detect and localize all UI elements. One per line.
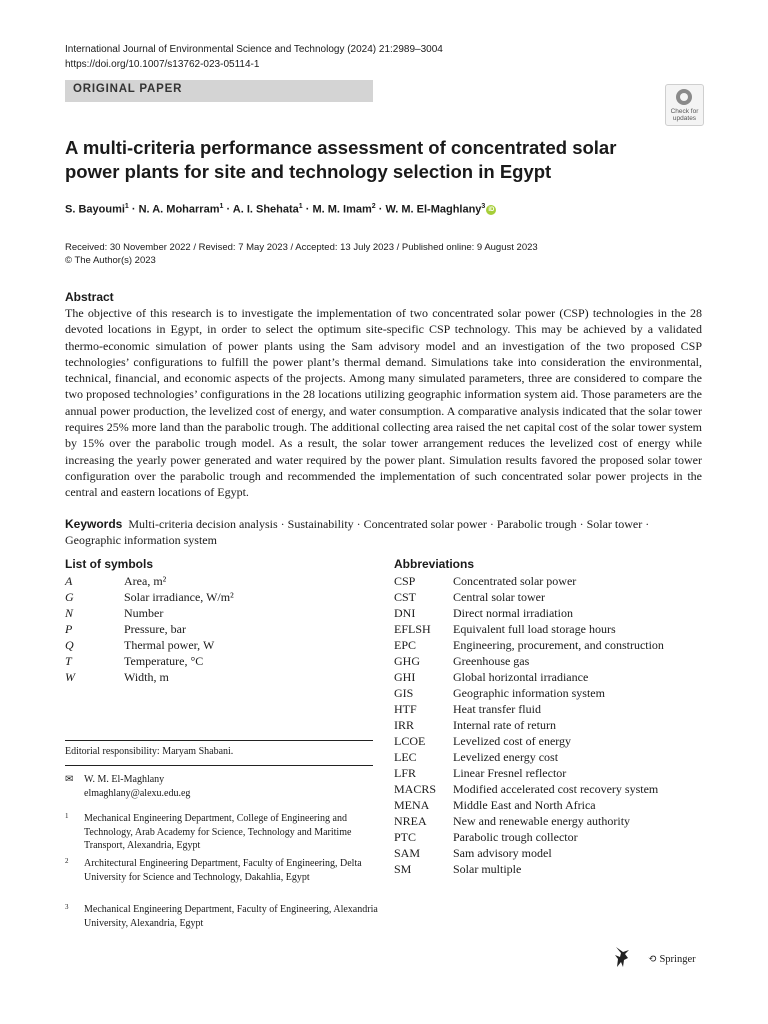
symbols-heading: List of symbols bbox=[65, 557, 154, 571]
abbreviation: SAM bbox=[394, 846, 421, 860]
abbreviation-desc: Engineering, procurement, and construction bbox=[453, 638, 664, 652]
author-affiliation-mark: 3 bbox=[481, 203, 486, 210]
author-affiliation-mark: 1 bbox=[124, 203, 129, 210]
check-updates-line-1: Check for bbox=[670, 108, 699, 115]
affiliation-text: Mechanical Engineering Department, Faculty of Engineering, Alexandria University, Alexandria, Egypt bbox=[84, 904, 378, 929]
affiliation-text: Architectural Engineering Department, Faculty of Engineering, Delta University for Science and Technology, Dakahlia, Egypt bbox=[84, 858, 362, 883]
author-name[interactable]: N. A. Moharram bbox=[138, 203, 220, 216]
abbreviation-desc: Greenhouse gas bbox=[453, 654, 530, 668]
paper-title: A multi-criteria performance assessment of concentrated solar power plants for site and technology selection in Egypt bbox=[65, 137, 617, 182]
author-name[interactable]: A. I. Shehata bbox=[232, 203, 299, 216]
abbreviation: IRR bbox=[394, 718, 415, 732]
corresponding-email[interactable]: elmaghlany@alexu.edu.eg bbox=[84, 788, 191, 799]
abstract-text: The objective of this research is to investigate the implementation of two concentrated solar power (CSP) technologies in the 28 devoted locations in Egypt, in order to select the optimum site-specific CSP technology. This may be achieved by a validated thermo-economic simulation of power plants using the Sam advisory model and an investigation of the two proposed CSP technologies’ configurations to fulfill the power plant’s thermal demand. Simulations take into consideration the environmental, technical, financial, and economic aspects of the projects. Among many simulated parameters, three are considered to compare the two proposed technologies’ configurations in the 28 locations utilizing geographic information system aid. Those parameters are the annual power production, the levelized cost of energy, and water consumption. A comparative analysis indicated that the solar tower requires 25% more land than the parabolic trough. The additional collecting area raised the net capital cost of the solar tower system by 15% over the parabolic trough model. As a result, the solar tower arrangement reduces the levelized cost of energy while increasing the yearly power generated and water required by the power plant. Simulation results favored the proposed solar tower configuration over the parabolic trough and recommended the implementation of such concentrated solar power projects in the central and eastern locations of Egypt. bbox=[65, 306, 702, 500]
affiliation-number: 2 bbox=[65, 857, 69, 865]
check-for-updates-badge[interactable] bbox=[665, 84, 704, 126]
symbol: T bbox=[65, 654, 72, 668]
abbreviation-desc: Heat transfer fluid bbox=[453, 702, 541, 716]
check-updates-icon bbox=[676, 89, 692, 105]
abbreviation-desc: Parabolic trough collector bbox=[453, 830, 578, 844]
springer-icon: ⟲ bbox=[648, 954, 657, 965]
editorial-responsibility: Editorial responsibility: Maryam Shabani. bbox=[65, 746, 234, 757]
abbreviation: SM bbox=[394, 862, 412, 876]
abbreviation: GIS bbox=[394, 686, 414, 700]
abbreviation: EPC bbox=[394, 638, 417, 652]
springer-horse-icon bbox=[612, 945, 632, 969]
symbol-desc: Number bbox=[124, 606, 164, 620]
abbreviation: CST bbox=[394, 590, 417, 604]
symbol: G bbox=[65, 590, 74, 604]
author-name[interactable]: W. M. El-Maghlany bbox=[385, 203, 482, 216]
symbol: Q bbox=[65, 638, 74, 652]
abbreviation: GHG bbox=[394, 654, 420, 668]
symbol: W bbox=[65, 670, 75, 684]
keywords-label: Keywords bbox=[65, 517, 123, 531]
symbol-desc: Solar irradiance, W/m² bbox=[124, 590, 234, 604]
abbreviation-desc: Internal rate of return bbox=[453, 718, 556, 732]
affiliation-number: 3 bbox=[65, 903, 69, 911]
affiliation-number: 1 bbox=[65, 812, 69, 820]
symbol-desc: Temperature, °C bbox=[124, 654, 204, 668]
author-affiliation-mark: 1 bbox=[298, 203, 303, 210]
publisher-name bbox=[648, 953, 696, 965]
abbreviation: MENA bbox=[394, 798, 430, 812]
publisher-label: Springer bbox=[659, 954, 696, 965]
abbreviation: NREA bbox=[394, 814, 427, 828]
abbreviation: HTF bbox=[394, 702, 417, 716]
symbol: P bbox=[65, 622, 73, 636]
symbol-desc: Width, m bbox=[124, 670, 169, 684]
abbreviation-desc: Modified accelerated cost recovery system bbox=[453, 782, 659, 796]
abbreviation-desc: Central solar tower bbox=[453, 590, 545, 604]
abbreviation: PTC bbox=[394, 830, 417, 844]
check-updates-line-2: updates bbox=[672, 115, 697, 122]
author-affiliation-mark: 1 bbox=[219, 203, 224, 210]
publication-history bbox=[65, 241, 538, 267]
abbreviation: EFLSH bbox=[394, 622, 431, 636]
keywords bbox=[65, 516, 705, 549]
article-type-label: ORIGINAL PAPER bbox=[73, 83, 183, 95]
abbreviation-desc: Linear Fresnel reflector bbox=[453, 766, 567, 780]
journal-citation: International Journal of Environmental Science and Technology (2024) 21:2989–3004 bbox=[65, 44, 443, 55]
abbreviation-desc: New and renewable energy authority bbox=[453, 814, 631, 828]
symbol: A bbox=[65, 574, 73, 588]
abbreviation-desc: Equivalent full load storage hours bbox=[453, 622, 616, 636]
abbreviation: LEC bbox=[394, 750, 417, 764]
keywords-text: Multi-criteria decision analysis · Sustainability · Concentrated solar power · Parabolic trough · Solar tower · Geographic information system bbox=[65, 517, 650, 548]
abbreviation-desc: Direct normal irradiation bbox=[453, 606, 573, 620]
author-name[interactable]: S. Bayoumi bbox=[65, 203, 125, 216]
symbol-desc: Pressure, bar bbox=[124, 622, 186, 636]
footnote-divider bbox=[65, 765, 373, 766]
abbreviation-desc: Levelized energy cost bbox=[453, 750, 559, 764]
abbreviation: MACRS bbox=[394, 782, 437, 796]
dates-line: Received: 30 November 2022 / Revised: 7 May 2023 / Accepted: 13 July 2023 / Published online: 9 August 2023 bbox=[65, 242, 538, 253]
abbreviations-heading: Abbreviations bbox=[394, 557, 475, 571]
abbreviation: LFR bbox=[394, 766, 417, 780]
abstract-heading: Abstract bbox=[65, 290, 114, 304]
author-list: S. Bayoumi$^1$ · N. A. Moharram$^1$ · A. I. Shehata$^1$ · M. M. Imam$^2$ · W. M. El-Maghlany$^3$ iD bbox=[65, 203, 495, 216]
article-type-banner bbox=[65, 80, 373, 102]
symbol-desc: Area, m² bbox=[124, 574, 167, 588]
envelope-icon: ✉ bbox=[65, 774, 74, 785]
abbreviation-desc: Sam advisory model bbox=[453, 846, 552, 860]
corresponding-name: W. M. El-Maghlany bbox=[84, 774, 165, 785]
abbreviation-desc: Levelized cost of energy bbox=[453, 734, 572, 748]
orcid-icon[interactable]: iD bbox=[488, 206, 495, 213]
footnote-divider bbox=[65, 740, 373, 741]
abbreviation-desc: Concentrated solar power bbox=[453, 574, 577, 588]
symbol-desc: Thermal power, W bbox=[124, 638, 215, 652]
doi-link[interactable]: https://doi.org/10.1007/s13762-023-05114-1 bbox=[65, 59, 260, 70]
abbreviation-desc: Middle East and North Africa bbox=[453, 798, 596, 812]
abbreviation: DNI bbox=[394, 606, 416, 620]
author-affiliation-mark: 2 bbox=[371, 203, 376, 210]
abbreviation-desc: Global horizontal irradiance bbox=[453, 670, 589, 684]
copyright-line: © The Author(s) 2023 bbox=[65, 255, 156, 266]
abbreviation: CSP bbox=[394, 574, 416, 588]
corresponding-author bbox=[65, 773, 365, 803]
symbol: N bbox=[65, 606, 74, 620]
abbreviation: LCOE bbox=[394, 734, 426, 748]
abbreviation: GHI bbox=[394, 670, 416, 684]
abbreviation-desc: Solar multiple bbox=[453, 862, 522, 876]
journal-header bbox=[65, 42, 443, 72]
author-name[interactable]: M. M. Imam bbox=[312, 203, 372, 216]
affiliation-text: Mechanical Engineering Department, College of Engineering and Technology, Arab Academy for Science, Technology and Maritime Transport, Alexandria, Egypt bbox=[84, 813, 352, 851]
abbreviation-desc: Geographic information system bbox=[453, 686, 605, 700]
